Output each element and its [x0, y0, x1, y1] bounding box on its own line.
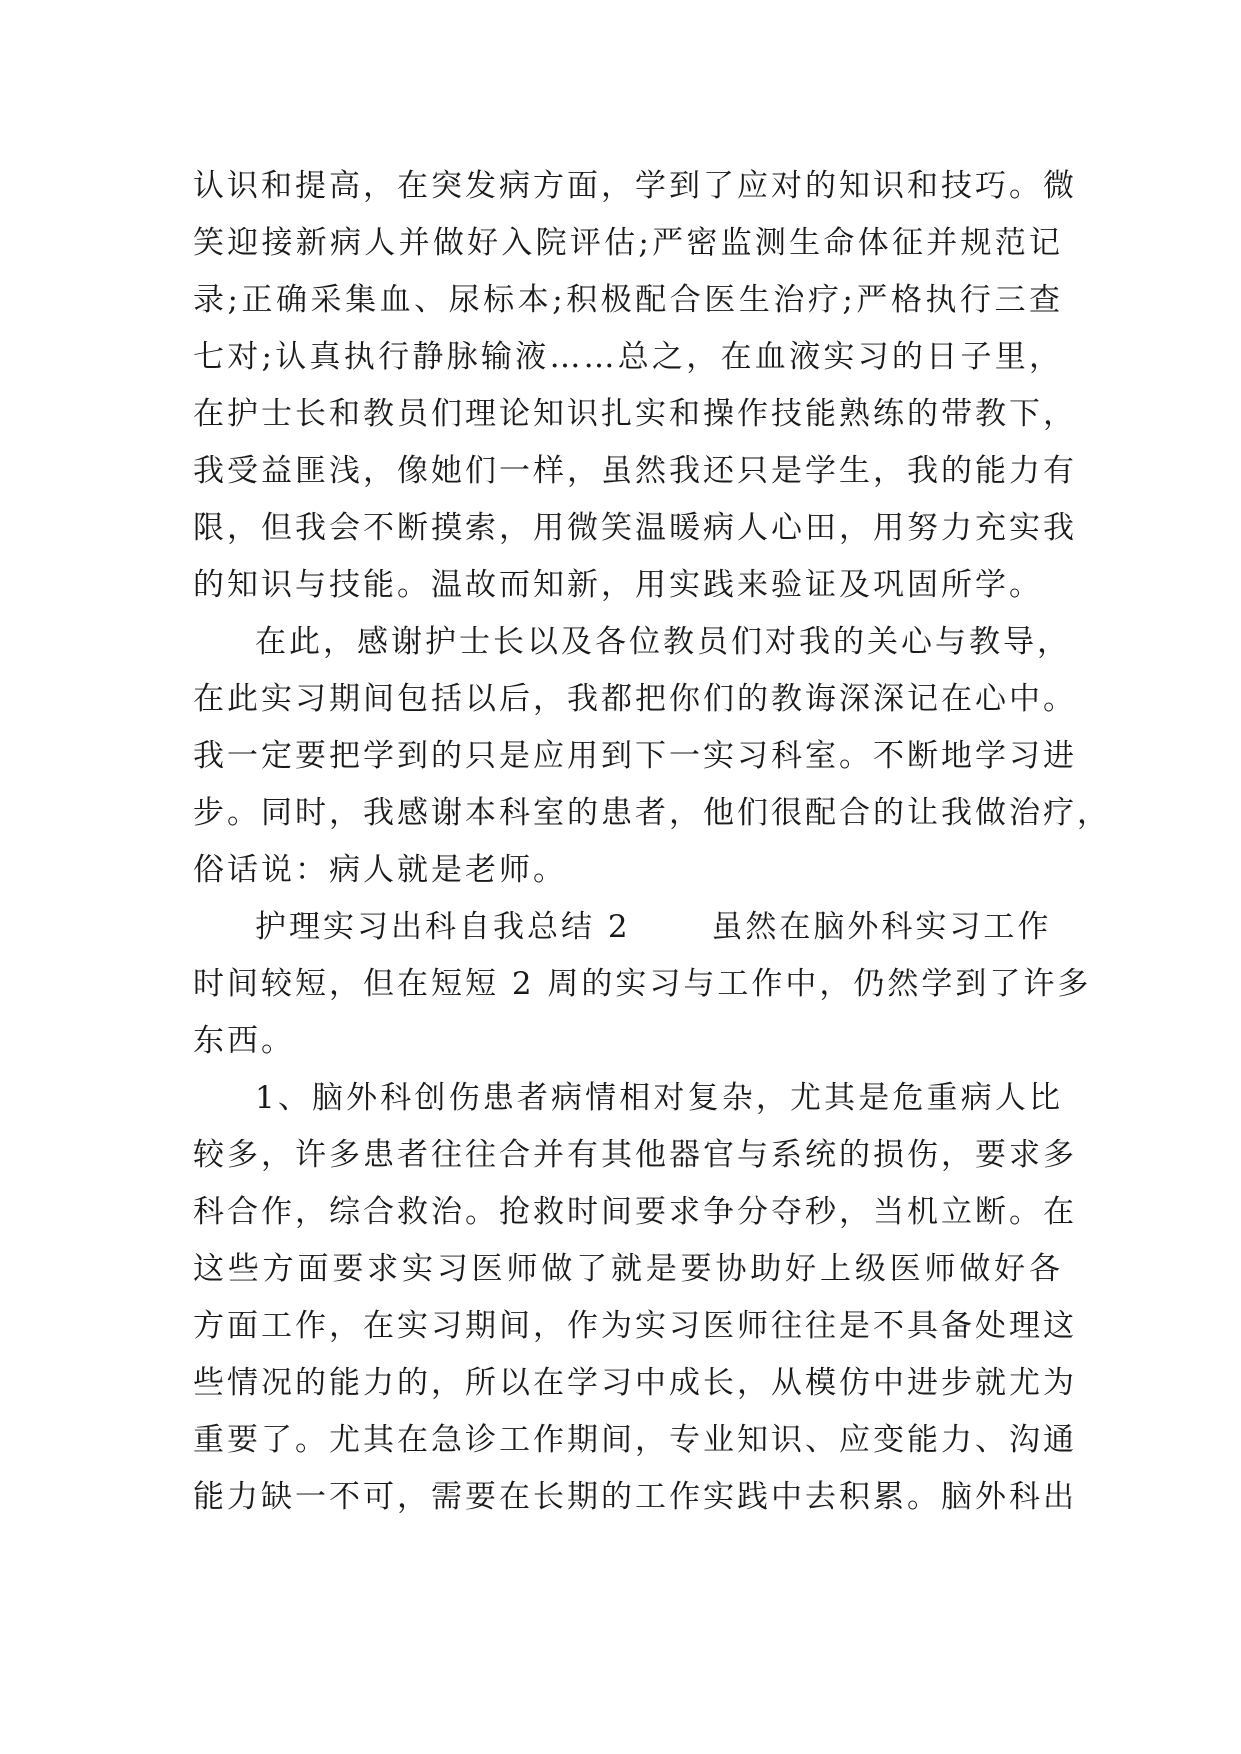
text-line: 时间较短，但在短短 2 周的实习与工作中，仍然学到了许多 [193, 966, 1092, 1002]
text-line: 些情况的能力的，所以在学习中成长，从模仿中进步就尤为 [193, 1365, 1077, 1401]
text-line: 录;正确采集血、尿标本;积极配合医生治疗;严格执行三查 [193, 282, 1063, 318]
text-line: 笑迎接新病人并做好入院评估;严密监测生命体征并规范记 [193, 225, 1063, 261]
text-line: 能力缺一不可，需要在长期的工作实践中去积累。脑外科出 [193, 1479, 1077, 1515]
text-line: 重要了。尤其在急诊工作期间，专业知识、应变能力、沟通 [193, 1422, 1077, 1458]
text-line: 这些方面要求实习医师做了就是要协助好上级医师做好各 [193, 1251, 1063, 1287]
text-line: 方面工作，在实习期间，作为实习医师往往是不具备处理这 [193, 1308, 1077, 1344]
document-body [193, 158, 1111, 1526]
text-line: 较多，许多患者往往合并有其他器官与系统的损伤，要求多 [193, 1137, 1077, 1173]
paragraph-start-line: 1、脑外科创伤患者病情相对复杂，尤其是危重病人比 [255, 1080, 1063, 1116]
text-line: 认识和提高，在突发病方面，学到了应对的知识和技巧。微 [193, 168, 1077, 204]
text-line: 的知识与技能。温故而知新，用实践来验证及巩固所学。 [193, 567, 1043, 603]
text-line: 我一定要把学到的只是应用到下一实习科室。不断地学习进 [193, 738, 1077, 774]
text-line: 步。同时，我感谢本科室的患者，他们很配合的让我做治疗， [193, 795, 1111, 831]
text-line: 我受益匪浅，像她们一样，虽然我还只是学生，我的能力有 [193, 453, 1077, 489]
text-line: 在此实习期间包括以后，我都把你们的教诲深深记在心中。 [193, 681, 1077, 717]
text-line: 七对;认真执行静脉输液……总之，在血液实习的日子里， [193, 339, 1063, 375]
text-line: 在护士长和教员们理论知识扎实和操作技能熟练的带教下， [193, 396, 1077, 432]
text-line: 东西。 [193, 1023, 295, 1059]
text-line: 俗话说：病人就是老师。 [193, 852, 567, 888]
text-line: 科合作，综合救治。抢救时间要求争分夺秒，当机立断。在 [193, 1194, 1077, 1230]
section-heading-line: 护理实习出科自我总结 2 虽然在脑外科实习工作 [255, 909, 1052, 945]
text-line: 限，但我会不断摸索，用微笑温暖病人心田，用努力充实我 [193, 510, 1077, 546]
paragraph-start-line: 在此，感谢护士长以及各位教员们对我的关心与教导， [255, 624, 1071, 660]
